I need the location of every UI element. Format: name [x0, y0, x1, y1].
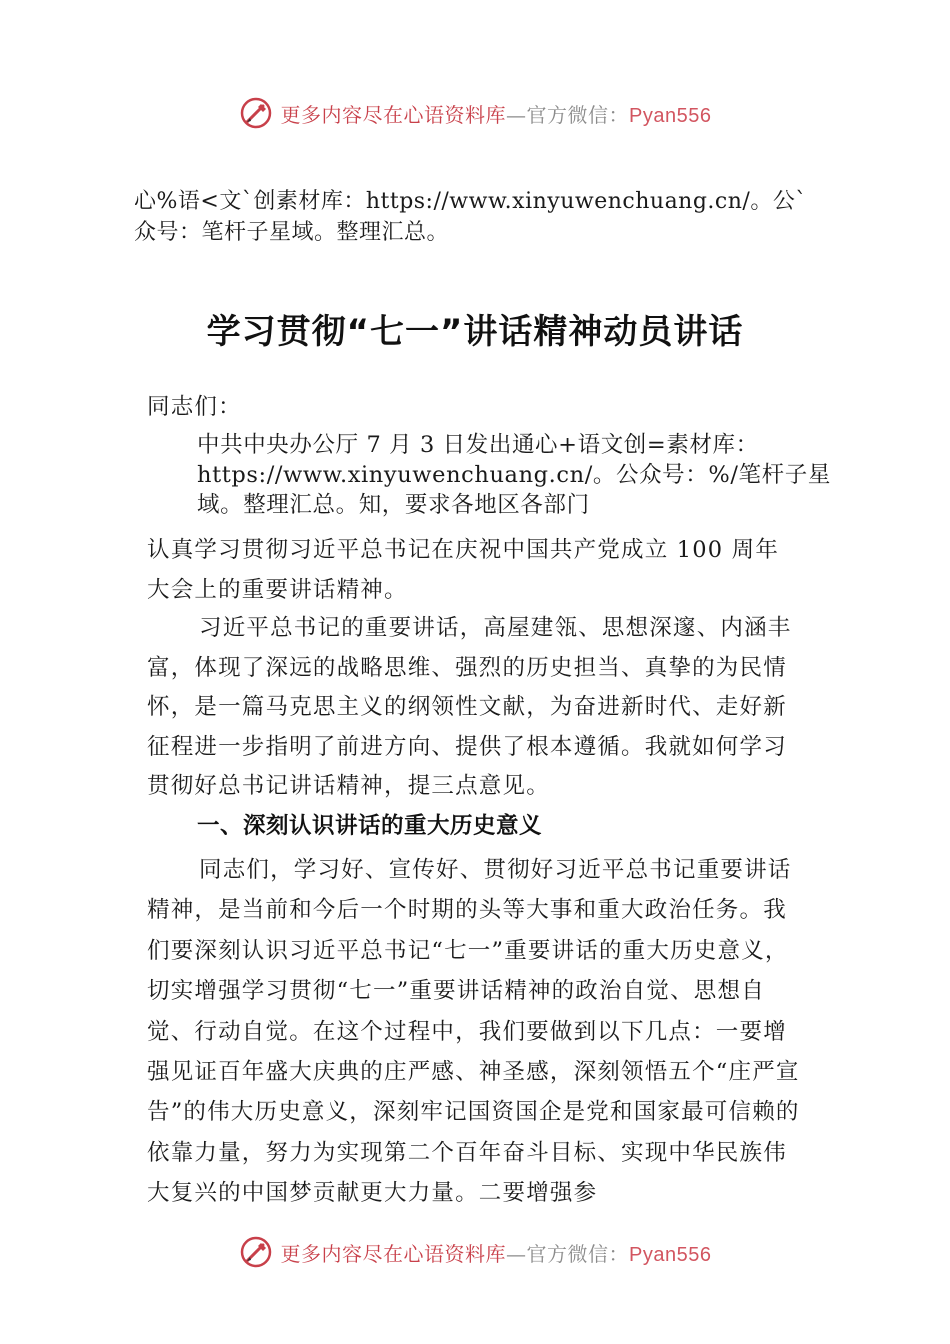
- pen-logo-icon: [239, 96, 273, 130]
- document-title: 学习贯彻“七一”讲话精神动员讲话: [206, 312, 744, 352]
- notice-paragraph: 中共中央办公厅 7 月 3 日发出通心+语文创=素材库：https://www.xinyuwenchuang.cn/。公众号：%/笔杆子星域。整理汇总。知，要求各地区各部门: [197, 432, 831, 518]
- banner-brand: 更多内容尽在心语资料库—官方微信：Pyan556: [280, 102, 712, 127]
- source-note: 心%语<文`创素材库：https://www.xinyuwenchuang.cn/。公`众号：笔杆子星域。整理汇总。: [134, 189, 807, 245]
- pen-logo-icon: [239, 1235, 273, 1269]
- header-watermark-banner: [0, 93, 950, 133]
- footer-watermark-banner: [0, 1232, 950, 1272]
- paragraph-3: 同志们，学习好、宣传好、贯彻好习近平总书记重要讲话精神，是当前和今后一个时期的头等大事和重大政治任务。我们要深刻认识习近平总书记“七一”重要讲话的重大历史意义，切实增强学习贯彻“七一”重要讲话精神的政治自觉、思想自觉、行动自觉。在这个过程中，我们要做到以下几点：一要增强见证百年盛大庆典的庄严感、神圣感，深刻领悟五个“庄严宣告”的伟大历史意义，深刻牢记国资国企是党和国家最可信赖的依靠力量，努力为实现第二个百年奋斗目标、实现中华民族伟大复兴的中国梦贡献更大力量。二要增强参: [147, 857, 800, 1207]
- paragraph-2: 习近平总书记的重要讲话，高屋建瓴、思想深邃、内涵丰富，体现了深远的战略思维、强烈的历史担当、真挚的为民情怀，是一篇马克思主义的纲领性文献，为奋进新时代、走好新征程进一步指明了前进方向、提供了根本遵循。我就如何学习贯彻好总书记讲话精神，提三点意见。: [147, 615, 792, 799]
- paragraph-1: 认真学习贯彻习近平总书记在庆祝中国共产党成立 100 周年大会上的重要讲话精神。: [147, 537, 780, 603]
- section-heading-1: 一、深刻认识讲话的重大历史意义: [197, 813, 543, 839]
- banner-brand: 更多内容尽在心语资料库—官方微信：Pyan556: [280, 1241, 712, 1266]
- greeting: 同志们：: [147, 394, 242, 420]
